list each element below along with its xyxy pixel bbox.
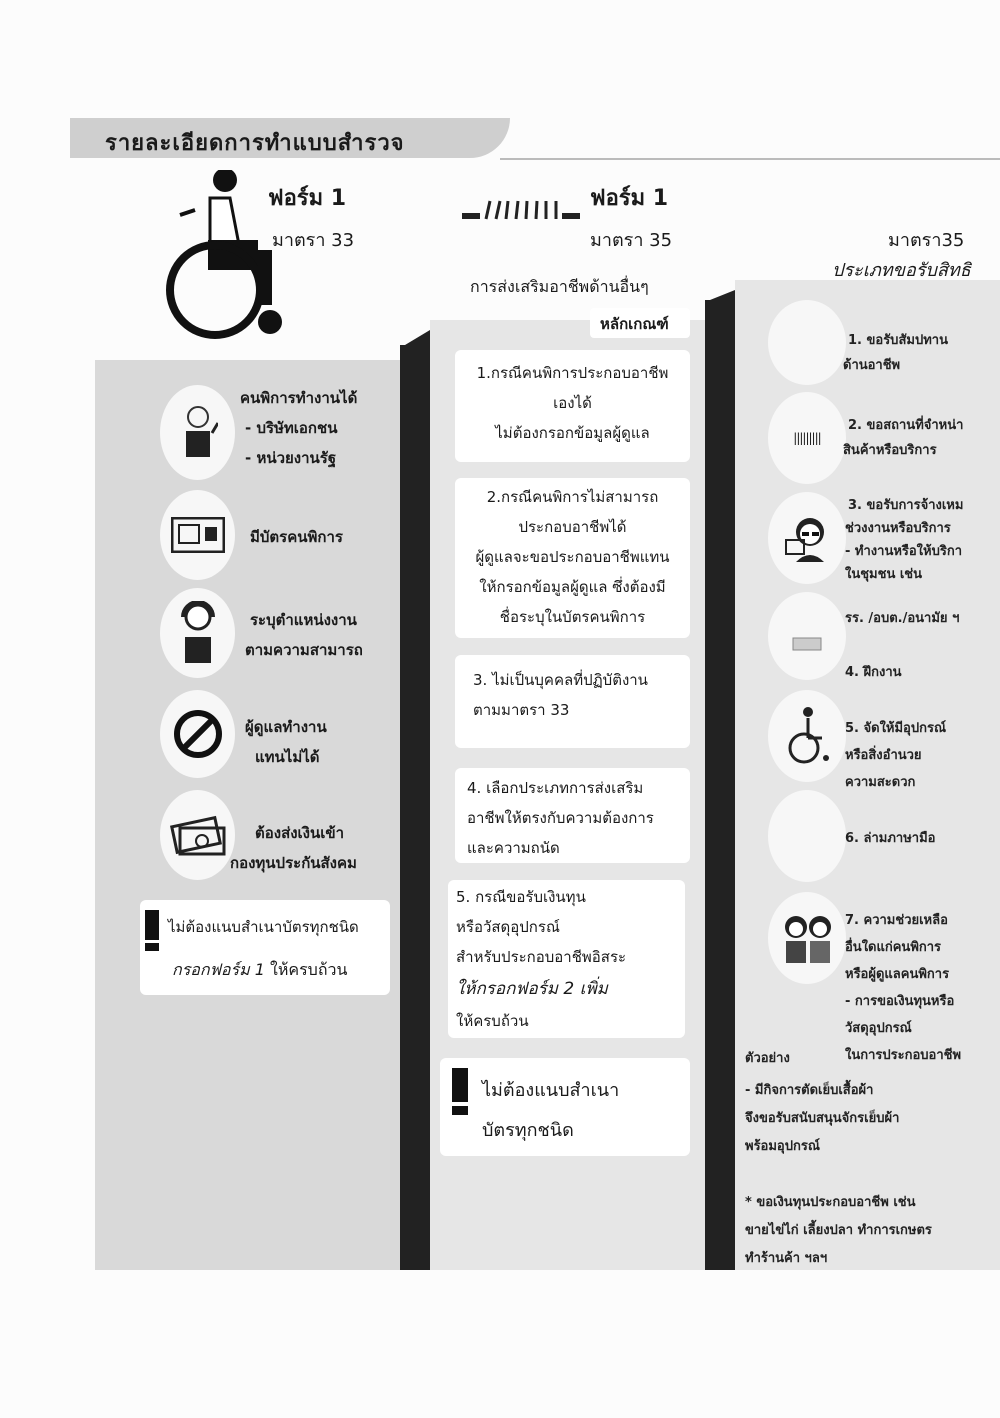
col1-section: มาตรา 33 — [272, 230, 355, 251]
col1-item1-line3: - หน่วยงานรัฐ — [245, 449, 337, 467]
right-item3-line4: ในชุมชน เช่น — [845, 567, 923, 582]
card3-line2: ตามมาตรา 33 — [473, 701, 570, 719]
col2-subtitle: การส่งเสริมอาชีพด้านอื่นๆ — [470, 277, 649, 296]
right-item4-line1: 4. ฝึกงาน — [845, 665, 902, 680]
col1-item4-line2: แทนไม่ได้ — [255, 748, 320, 766]
bullet-line1: * ขอเงินทุนประกอบอาชีพ เช่น — [745, 1195, 916, 1210]
criteria-card-1 — [455, 350, 690, 462]
col1-form-title: ฟอร์ม 1 — [268, 186, 347, 211]
right-item7-line3: หรือผู้ดูแลคนพิการ — [845, 967, 950, 982]
right-item3-line3: - ทำงานหรือให้บริกา — [845, 544, 963, 559]
card2-line3: ผู้ดูแลจะขอประกอบอาชีพแทน — [475, 548, 670, 566]
right-item7-line4: - การขอเงินทุนหรือ — [845, 994, 955, 1009]
stripes-circle — [768, 392, 846, 484]
stripes-mini-icon: ||||||||| — [793, 431, 821, 445]
id-card-icon — [160, 490, 235, 580]
col2-note-line1: ไม่ต้องแนบสำเนา — [482, 1080, 620, 1101]
col1-item1-line2: - บริษัทเอกชน — [245, 419, 338, 437]
headset-person-icon — [160, 588, 235, 678]
right-item7-line2: อื่นใดแก่คนพิการ — [845, 940, 942, 955]
col1-band — [95, 360, 400, 1270]
criteria-card-3 — [455, 655, 690, 748]
col1-note-italic: กรอกฟอร์ม 1 — [172, 960, 265, 979]
card1-line3: ไม่ต้องกรอกข้อมูลผู้ดูแล — [495, 424, 650, 442]
card5-last: ให้ครบถ้วน — [456, 1012, 529, 1030]
stripes-icon — [462, 195, 582, 223]
col2-note-card — [440, 1058, 690, 1156]
right-item6-line1: 6. ล่ามภาษามือ — [845, 831, 936, 846]
card5-line3: สำหรับประกอบอาชีพอิสระ — [456, 948, 627, 966]
col2-form-title: ฟอร์ม 1 — [590, 186, 669, 211]
sign-language-circle — [768, 790, 846, 882]
card2-line1: 2.กรณีคนพิการไม่สามารถ — [486, 488, 659, 506]
exclamation-icon-2 — [452, 1068, 468, 1102]
divider-left — [400, 345, 430, 1270]
wheelchair-icon — [768, 690, 846, 782]
col1-item1-line1: คนพิการทำงานได้ — [240, 389, 358, 407]
right-item7-line5: วัสดุอุปกรณ์ — [845, 1021, 912, 1036]
col3-section: มาตรา35 — [888, 230, 965, 251]
criteria-label: หลักเกณฑ์ — [600, 315, 669, 333]
right-item1-line2: ด้านอาชีพ — [843, 358, 901, 373]
card5-line1: 5. กรณีขอรับเงินทุน — [456, 888, 586, 906]
right-item1-line1: 1. ขอรับสัมปทาน — [848, 333, 948, 348]
person-glasses-icon — [768, 492, 846, 584]
criteria-badge — [590, 308, 690, 338]
col1-item4-line1: ผู้ดูแลทำงาน — [245, 718, 327, 736]
title-rule — [500, 158, 1000, 160]
col2-note-line2: บัตรทุกชนิด — [482, 1120, 574, 1141]
col1-item5-line2: กองทุนประกันสังคม — [230, 854, 357, 872]
card1-line2: เองได้ — [553, 394, 592, 412]
criteria-card-5 — [448, 880, 685, 1038]
col1-note-line1: ไม่ต้องแนบสำเนาบัตรทุกชนิด — [168, 918, 359, 936]
bullet-line2: ขายไข่ไก่ เลี้ยงปลา ทำการเกษตร — [745, 1223, 932, 1238]
divider-right — [705, 300, 735, 1270]
card2-line2: ประกอบอาชีพได้ — [518, 518, 627, 536]
right-item5-line1: 5. จัดให้มีอุปกรณ์ — [845, 721, 947, 736]
card2-line4: ให้กรอกข้อมูลผู้ดูแล ซึ่งต้องมี — [479, 578, 666, 596]
bullet-line3: ทำร้านค้า ฯลฯ — [745, 1251, 828, 1266]
laptop-icon — [768, 592, 846, 680]
col1-item3-line1: ระบุตำแหน่งงาน — [250, 611, 357, 629]
col1-note-card — [140, 900, 390, 995]
right-item3-line5: รร. /อบต./อนามัย ฯ — [845, 611, 960, 626]
example-line1: - มีกิจการตัดเย็บเสื้อผ้า — [745, 1083, 874, 1098]
col1-note-line2 — [172, 955, 347, 985]
right-item5-line2: หรือสิ่งอำนวย — [845, 748, 922, 763]
right-item7-line6: ในการประกอบอาชีพ — [845, 1048, 962, 1063]
prohibited-icon — [160, 690, 235, 778]
card1-line1: 1.กรณีคนพิการประกอบอาชีพ — [476, 364, 669, 382]
right-item3-line2: ช่วงงานหรือบริการ — [845, 521, 951, 536]
example-line2: จึงขอรับสนับสนุนจักรเย็บผ้า — [745, 1111, 900, 1126]
card5-italic: ให้กรอกฟอร์ม 2 เพิ่ม — [456, 979, 608, 999]
example-line3: พร้อมอุปกรณ์ — [745, 1139, 820, 1154]
card4-line3: และความถนัด — [467, 839, 560, 857]
right-item2-line2: สินค้าหรือบริการ — [843, 443, 937, 458]
criteria-card-4 — [455, 768, 690, 863]
card4-line2: อาชีพให้ตรงกับความต้องการ — [467, 809, 654, 827]
exclamation-dot — [145, 943, 159, 951]
card3-line1: 3. ไม่เป็นบุคคลที่ปฏิบัติงาน — [473, 671, 648, 689]
col1-item3-line2: ตามความสามารถ — [245, 641, 363, 659]
card5-line2: หรือวัสดุอุปกรณ์ — [456, 918, 560, 936]
exclamation-dot-2 — [452, 1106, 468, 1115]
right-item3-line1: 3. ขอรับการจ้างเหม — [848, 498, 964, 513]
col1-item5-line1: ต้องส่งเงินเข้า — [255, 824, 345, 842]
money-icon — [160, 790, 235, 880]
right-item5-line3: ความสะดวก — [845, 775, 916, 790]
col1-item2-line1: มีบัตรคนพิการ — [250, 528, 343, 546]
col3-subtitle: ประเภทขอรับสิทธิ — [832, 260, 971, 281]
exclamation-icon — [145, 910, 159, 940]
col2-section: มาตรา 35 — [590, 230, 673, 251]
right-item2-line1: 2. ขอสถานที่จำหน่า — [848, 418, 964, 433]
two-people-icon — [768, 892, 846, 984]
example-label: ตัวอย่าง — [745, 1051, 790, 1066]
worker-icon — [160, 385, 235, 480]
page-title: รายละเอียดการทำแบบสำรวจ — [105, 131, 405, 156]
right-circle-1 — [768, 300, 846, 385]
card4-line1: 4. เลือกประเภทการส่งเสริม — [467, 779, 644, 797]
card2-line5: ชื่อระบุในบัตรคนพิการ — [499, 608, 646, 626]
right-item7-line1: 7. ความช่วยเหลือ — [845, 913, 948, 928]
criteria-card-2 — [455, 478, 690, 638]
col1-note-rest: ให้ครบถ้วน — [264, 960, 348, 979]
